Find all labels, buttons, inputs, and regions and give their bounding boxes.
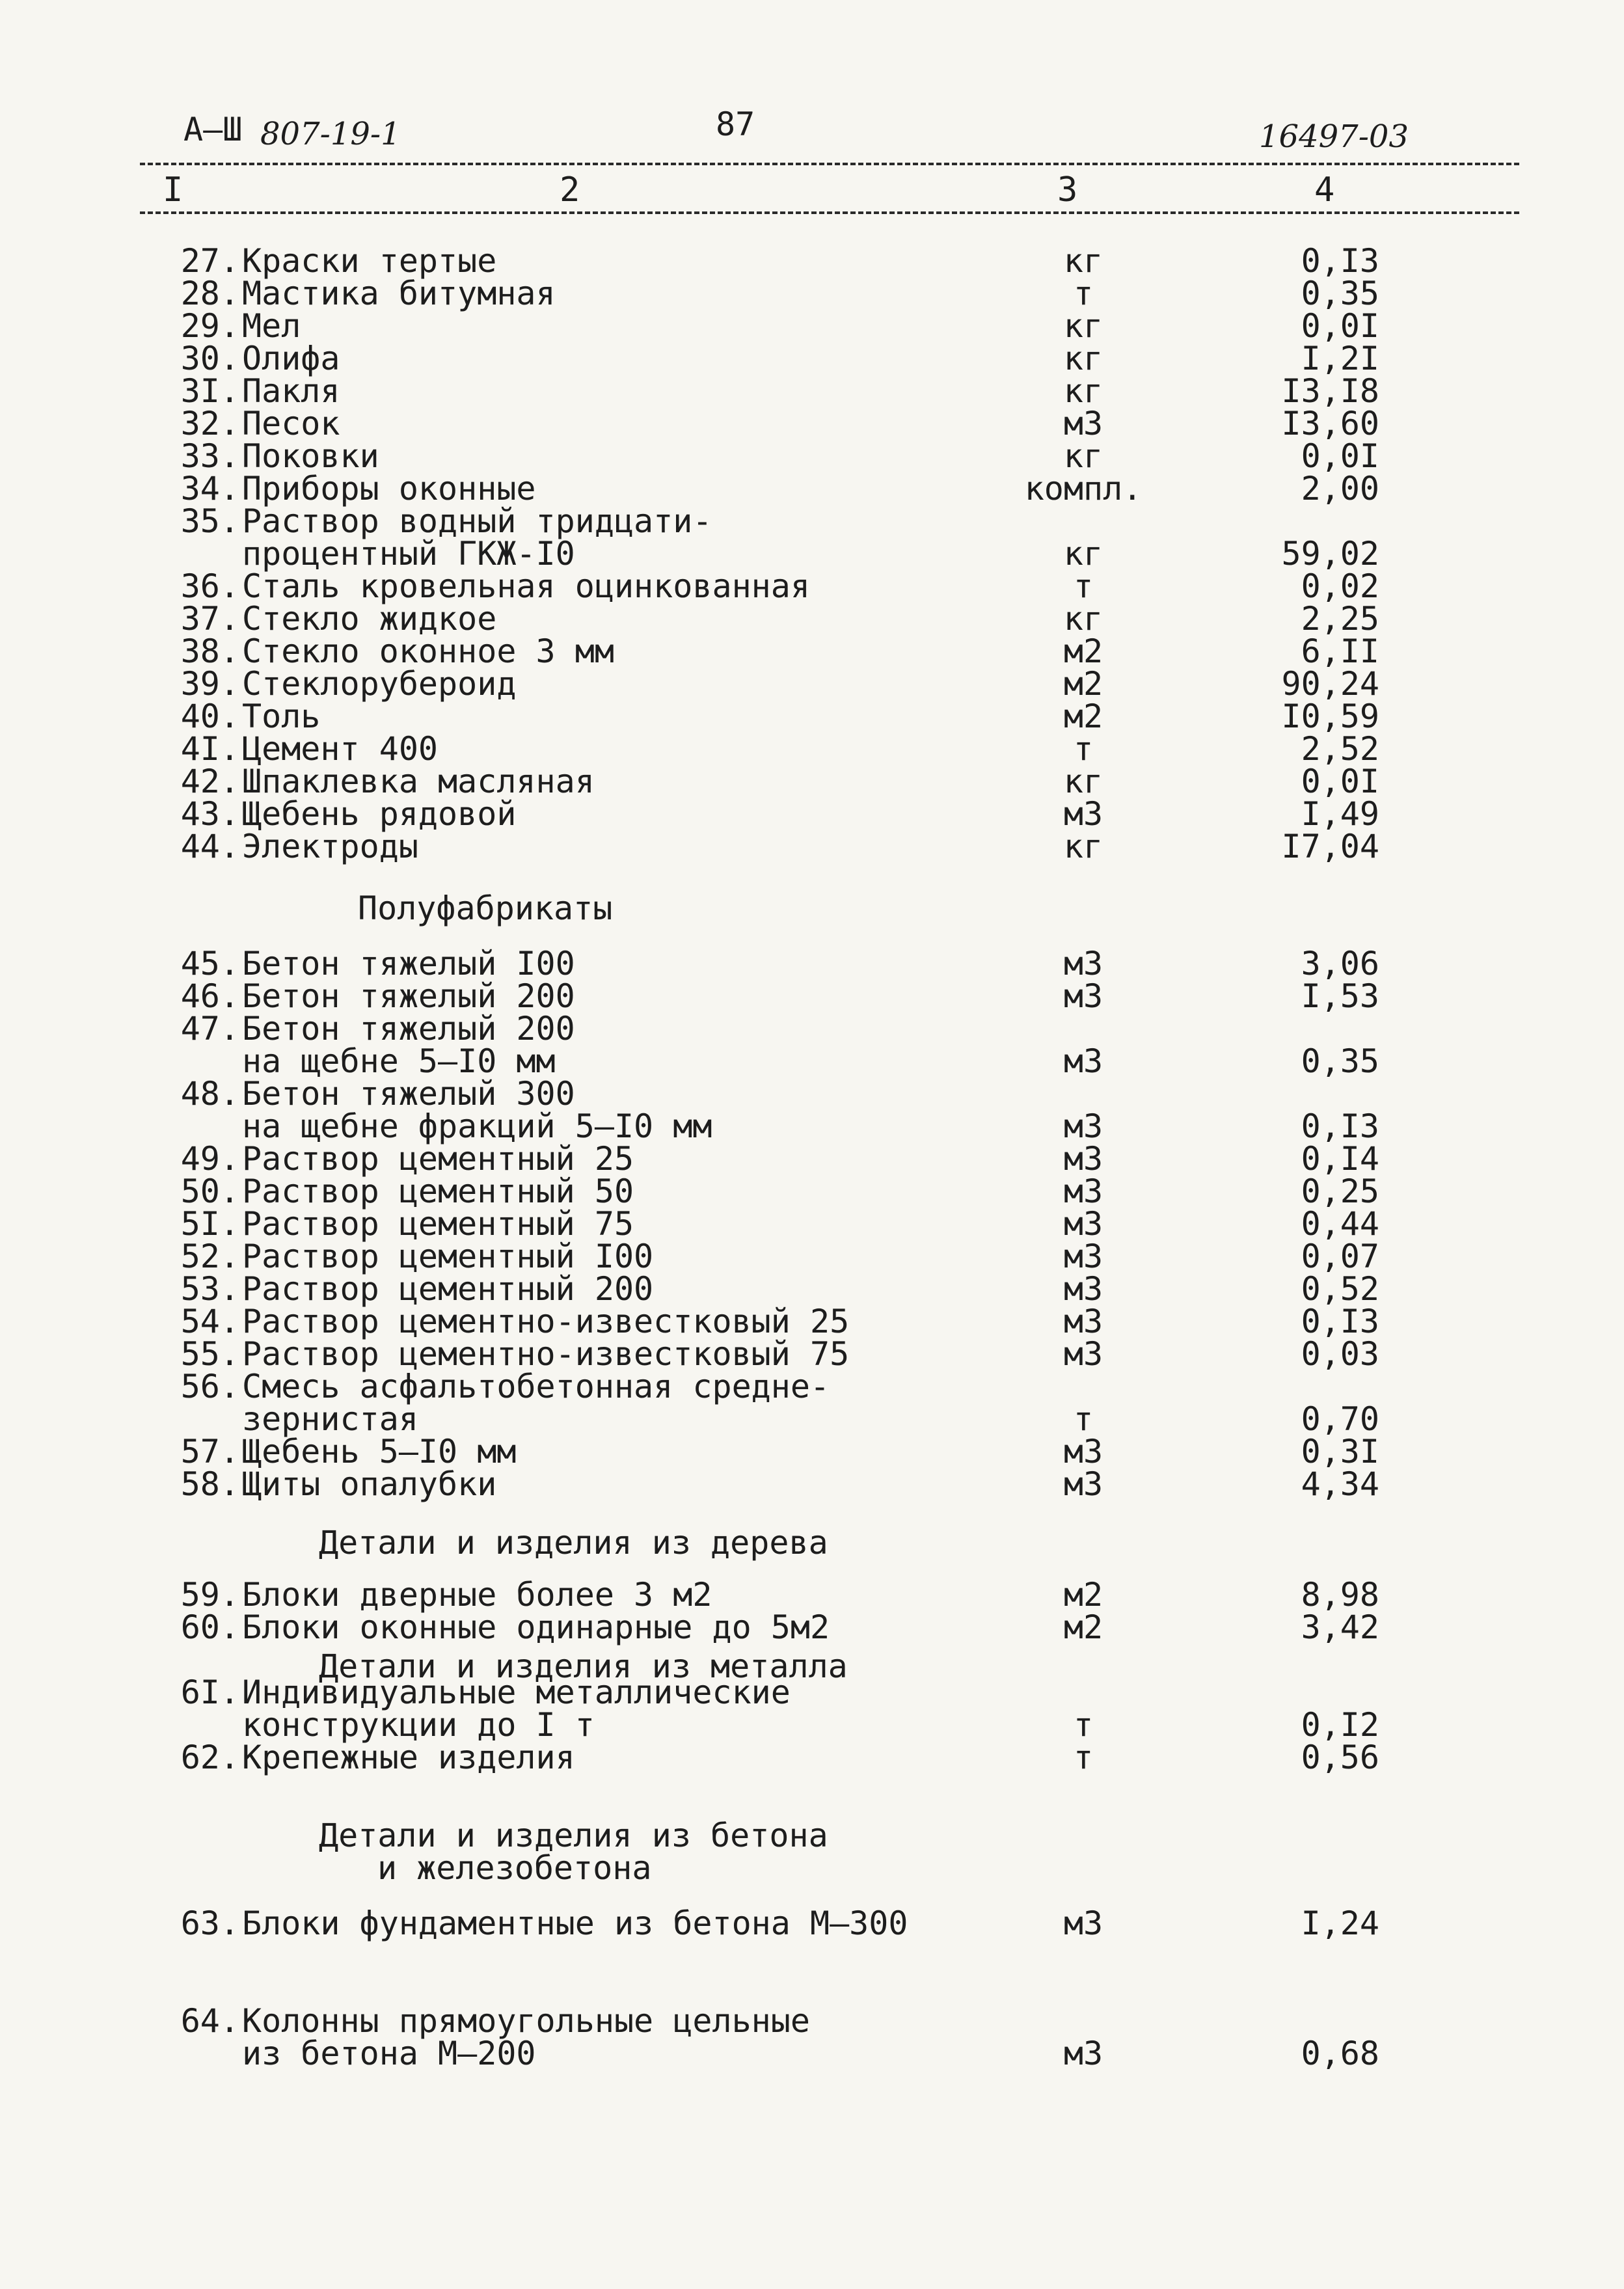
unit: м3 <box>1063 1335 1103 1373</box>
quantity: 0,70 <box>1301 1400 1379 1438</box>
unit: м3 <box>1063 1904 1103 1942</box>
table-row <box>0 472 1624 506</box>
row-number: 49. <box>180 1140 239 1178</box>
material-name: Приборы оконные <box>242 470 536 508</box>
material-name: Раствор цементный 50 <box>242 1172 634 1210</box>
table-row <box>0 1610 1624 1644</box>
row-number: 57. <box>180 1433 239 1470</box>
material-name: Блоки оконные одинарные до 5м2 <box>242 1608 830 1646</box>
row-number: 42. <box>180 763 239 800</box>
table-row <box>0 2004 1624 2070</box>
table-row <box>0 1272 1624 1306</box>
unit: м3 <box>1063 1303 1103 1340</box>
material-name: процентный ГКЖ-I0 <box>242 535 575 573</box>
quantity: I7,04 <box>1281 828 1379 865</box>
quantity: 6,II <box>1301 632 1379 670</box>
unit: кг <box>1063 372 1103 410</box>
unit: кг <box>1063 242 1103 280</box>
material-name: Бетон тяжелый 300 <box>242 1075 575 1113</box>
row-number: 59. <box>180 1576 239 1614</box>
column-header-4: 4 <box>1314 170 1335 210</box>
row-number: 48. <box>180 1075 239 1113</box>
row-number: 45. <box>180 945 239 982</box>
table-row <box>0 979 1624 1013</box>
row-number: 35. <box>180 502 239 540</box>
table-row <box>0 1435 1624 1469</box>
quantity: I,53 <box>1301 977 1379 1015</box>
material-name: Сталь кровельная оцинкованная <box>242 567 810 605</box>
unit: т <box>1073 1739 1094 1776</box>
section-heading <box>0 891 1624 925</box>
table-row <box>0 765 1624 798</box>
quantity: 59,02 <box>1281 535 1379 573</box>
section-heading-text: Детали и изделия из бетона <box>319 1817 828 1854</box>
quantity: 2,00 <box>1301 470 1379 508</box>
unit: м2 <box>1063 665 1103 703</box>
material-name: конструкции до I т <box>242 1706 595 1744</box>
unit: м3 <box>1063 1172 1103 1210</box>
unit: кг <box>1063 828 1103 865</box>
table-row <box>0 1174 1624 1208</box>
quantity: 0,68 <box>1301 2035 1379 2072</box>
row-number: 27. <box>180 242 239 280</box>
unit: кг <box>1063 535 1103 573</box>
header-rule-top <box>140 163 1519 165</box>
unit: компл. <box>1024 470 1143 508</box>
row-number: 63. <box>180 1904 239 1942</box>
unit: м3 <box>1063 945 1103 982</box>
material-name: Колонны прямоугольные цельные <box>242 2002 810 2040</box>
table-row <box>0 1207 1624 1241</box>
table-row <box>0 947 1624 981</box>
row-number: 43. <box>180 795 239 833</box>
material-name: зернистая <box>242 1400 418 1438</box>
column-header-3: 3 <box>1057 170 1078 210</box>
material-name: Крепежные изделия <box>242 1739 575 1776</box>
material-name: Смесь асфальтобетонная средне- <box>242 1368 830 1405</box>
unit: м2 <box>1063 698 1103 735</box>
document-number: 16497-03 <box>1259 118 1409 155</box>
table-row <box>0 374 1624 408</box>
material-name: Поковки <box>242 437 379 475</box>
quantity: 0,35 <box>1301 275 1379 312</box>
header-rule-bottom <box>140 211 1519 214</box>
quantity: 2,25 <box>1301 600 1379 638</box>
table-row <box>0 1578 1624 1612</box>
unit: м3 <box>1063 405 1103 442</box>
table-row <box>0 309 1624 343</box>
row-number: 4I. <box>180 730 239 768</box>
material-name: Бетон тяжелый 200 <box>242 977 575 1015</box>
quantity: 4,34 <box>1301 1465 1379 1503</box>
unit: кг <box>1063 763 1103 800</box>
table-row <box>0 1142 1624 1176</box>
table-row <box>0 1467 1624 1501</box>
row-number: 46. <box>180 977 239 1015</box>
quantity: I,24 <box>1301 1904 1379 1942</box>
row-number: 6I. <box>180 1673 239 1711</box>
material-name: Мастика битумная <box>242 275 556 312</box>
material-name: Шпаклевка масляная <box>242 763 595 800</box>
row-number: 34. <box>180 470 239 508</box>
row-number: 44. <box>180 828 239 865</box>
material-name: Индивидуальные металлические <box>242 1673 791 1711</box>
material-name: Раствор цементный 200 <box>242 1270 654 1308</box>
table-row <box>0 407 1624 440</box>
material-name: Раствор водный тридцати- <box>242 502 712 540</box>
unit: т <box>1073 730 1094 768</box>
unit: м3 <box>1063 1270 1103 1308</box>
quantity: I3,60 <box>1281 405 1379 442</box>
section-heading-text: Детали и изделия из дерева <box>319 1524 828 1562</box>
table-row <box>0 699 1624 733</box>
column-header-2: 2 <box>560 170 580 210</box>
row-number: 64. <box>180 2002 239 2040</box>
section-heading-text: Полуфабрикаты <box>358 889 613 927</box>
table-row <box>0 797 1624 831</box>
table-row <box>0 602 1624 636</box>
quantity: 0,I3 <box>1301 1303 1379 1340</box>
quantity: I,49 <box>1301 795 1379 833</box>
table-row <box>0 1370 1624 1436</box>
series-code: А–Ш <box>183 111 243 148</box>
column-header-1: I <box>163 170 183 210</box>
row-number: 58. <box>180 1465 239 1503</box>
quantity: 3,42 <box>1301 1608 1379 1646</box>
unit: т <box>1073 275 1094 312</box>
unit: т <box>1073 567 1094 605</box>
table-row <box>0 1077 1624 1143</box>
row-number: 40. <box>180 698 239 735</box>
row-number: 60. <box>180 1608 239 1646</box>
section-heading <box>0 1851 1624 1885</box>
material-name: Толь <box>242 698 321 735</box>
row-number: 54. <box>180 1303 239 1340</box>
row-number: 50. <box>180 1172 239 1210</box>
material-name: Стекло оконное 3 мм <box>242 632 614 670</box>
row-number: 47. <box>180 1010 239 1048</box>
material-name: Песок <box>242 405 340 442</box>
row-number: 29. <box>180 307 239 345</box>
unit: кг <box>1063 600 1103 638</box>
quantity: 0,07 <box>1301 1238 1379 1275</box>
quantity: 0,I3 <box>1301 242 1379 280</box>
unit: кг <box>1063 340 1103 377</box>
row-number: 38. <box>180 632 239 670</box>
section-heading-text: Детали и изделия из металла <box>319 1647 848 1685</box>
material-name: Раствор цементный 75 <box>242 1205 634 1243</box>
quantity: 2,52 <box>1301 730 1379 768</box>
unit: м3 <box>1063 1140 1103 1178</box>
quantity: 0,56 <box>1301 1739 1379 1776</box>
table-row <box>0 1740 1624 1774</box>
table-row <box>0 1239 1624 1273</box>
quantity: I,2I <box>1301 340 1379 377</box>
material-name: Стеклорубероид <box>242 665 517 703</box>
unit: м3 <box>1063 1042 1103 1080</box>
section-heading <box>0 1526 1624 1560</box>
material-name: Раствор цементно-известковый 25 <box>242 1303 850 1340</box>
unit: м2 <box>1063 1608 1103 1646</box>
unit: м3 <box>1063 1107 1103 1145</box>
row-number: 52. <box>180 1238 239 1275</box>
row-number: 55. <box>180 1335 239 1373</box>
unit: м3 <box>1063 795 1103 833</box>
quantity: 0,02 <box>1301 567 1379 605</box>
quantity: 0,I2 <box>1301 1706 1379 1744</box>
row-number: 28. <box>180 275 239 312</box>
quantity: I0,59 <box>1281 698 1379 735</box>
section-heading-text: и железобетона <box>377 1849 652 1887</box>
row-number: 56. <box>180 1368 239 1405</box>
quantity: 0,35 <box>1301 1042 1379 1080</box>
table-row <box>0 504 1624 571</box>
quantity: 3,06 <box>1301 945 1379 982</box>
table-row <box>0 1012 1624 1078</box>
table-row <box>0 634 1624 668</box>
table-row <box>0 1906 1624 1940</box>
quantity: 0,I3 <box>1301 1107 1379 1145</box>
unit: кг <box>1063 437 1103 475</box>
material-name: Стекло жидкое <box>242 600 497 638</box>
row-number: 3I. <box>180 372 239 410</box>
quantity: 0,0I <box>1301 307 1379 345</box>
row-number: 32. <box>180 405 239 442</box>
unit: м2 <box>1063 632 1103 670</box>
unit: м3 <box>1063 1433 1103 1470</box>
unit: м3 <box>1063 1465 1103 1503</box>
material-name: Краски тертые <box>242 242 497 280</box>
unit: м3 <box>1063 977 1103 1015</box>
series-handwritten: 807-19-1 <box>260 116 401 152</box>
material-name: Бетон тяжелый 200 <box>242 1010 575 1048</box>
row-number: 33. <box>180 437 239 475</box>
quantity: 0,44 <box>1301 1205 1379 1243</box>
material-name: Раствор цементно-известковый 75 <box>242 1335 850 1373</box>
table-row <box>0 342 1624 375</box>
material-name: Цемент 400 <box>242 730 439 768</box>
table-row <box>0 732 1624 766</box>
material-name: Бетон тяжелый I00 <box>242 945 575 982</box>
quantity: 0,3I <box>1301 1433 1379 1470</box>
table-row <box>0 244 1624 278</box>
unit: м3 <box>1063 1238 1103 1275</box>
table-row <box>0 277 1624 310</box>
material-name: Блоки дверные более 3 м2 <box>242 1576 712 1614</box>
material-name: Олифа <box>242 340 340 377</box>
material-name: из бетона М–200 <box>242 2035 536 2072</box>
unit: м3 <box>1063 2035 1103 2072</box>
material-name: Щебень рядовой <box>242 795 517 833</box>
unit: м2 <box>1063 1576 1103 1614</box>
material-name: Щебень 5–I0 мм <box>242 1433 517 1470</box>
row-number: 30. <box>180 340 239 377</box>
quantity: 8,98 <box>1301 1576 1379 1614</box>
material-name: на щебне фракций 5–I0 мм <box>242 1107 712 1145</box>
row-number: 5I. <box>180 1205 239 1243</box>
quantity: 0,0I <box>1301 763 1379 800</box>
table-row <box>0 569 1624 603</box>
material-name: Щиты опалубки <box>242 1465 497 1503</box>
quantity: 0,52 <box>1301 1270 1379 1308</box>
material-name: Раствор цементный 25 <box>242 1140 634 1178</box>
unit: т <box>1073 1706 1094 1744</box>
page-number: 87 <box>716 105 755 143</box>
quantity: 90,24 <box>1281 665 1379 703</box>
row-number: 53. <box>180 1270 239 1308</box>
row-number: 36. <box>180 567 239 605</box>
material-name: Мел <box>242 307 301 345</box>
material-name: на щебне 5–I0 мм <box>242 1042 556 1080</box>
quantity: 0,25 <box>1301 1172 1379 1210</box>
table-row <box>0 1337 1624 1371</box>
table-row <box>0 439 1624 473</box>
quantity: 0,0I <box>1301 437 1379 475</box>
table-row <box>0 830 1624 863</box>
row-number: 37. <box>180 600 239 638</box>
row-number: 62. <box>180 1739 239 1776</box>
table-row <box>0 1305 1624 1338</box>
row-number: 39. <box>180 665 239 703</box>
material-name: Пакля <box>242 372 340 410</box>
table-row <box>0 667 1624 701</box>
material-name: Раствор цементный I00 <box>242 1238 654 1275</box>
material-name: Электроды <box>242 828 418 865</box>
quantity: 0,03 <box>1301 1335 1379 1373</box>
section-heading <box>0 1649 1624 1683</box>
material-name: Блоки фундаментные из бетона М–300 <box>242 1904 908 1942</box>
quantity: I3,I8 <box>1281 372 1379 410</box>
quantity: 0,I4 <box>1301 1140 1379 1178</box>
table-row <box>0 1675 1624 1742</box>
unit: т <box>1073 1400 1094 1438</box>
unit: кг <box>1063 307 1103 345</box>
section-heading <box>0 1819 1624 1852</box>
unit: м3 <box>1063 1205 1103 1243</box>
